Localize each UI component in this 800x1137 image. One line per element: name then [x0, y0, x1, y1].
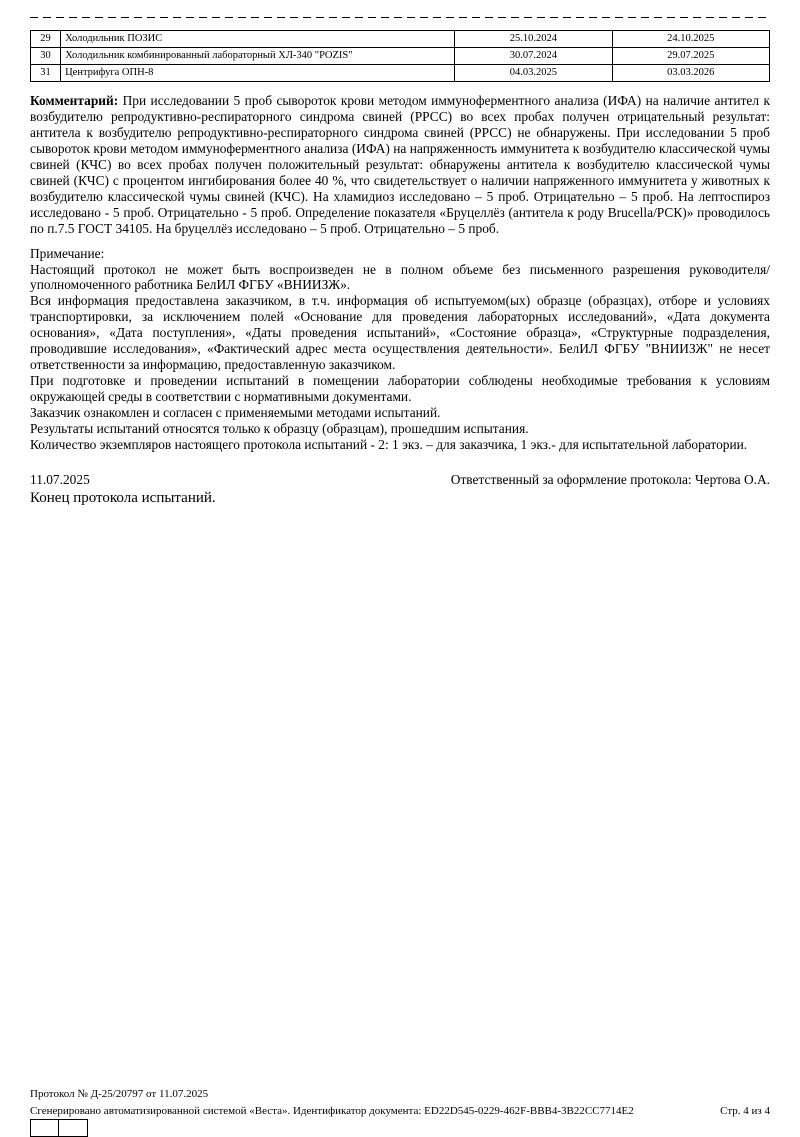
equipment-table [30, 30, 770, 82]
cell-date-to: 24.10.2025 [612, 31, 769, 48]
table-row [31, 48, 770, 65]
cell-date-from: 25.10.2024 [455, 31, 612, 48]
comment-label: Комментарий: [30, 93, 119, 108]
document-page [0, 0, 800, 507]
note-section [30, 246, 770, 453]
footer [30, 1086, 770, 1120]
signature-responsible: Ответственный за оформление протокола: Чертова О.А. [450, 471, 770, 487]
cell-row-number: 29 [31, 31, 61, 48]
cell-equipment-name: Центрифуга ОПН-8 [61, 65, 455, 82]
bottom-table-fragment-divider [31, 1120, 59, 1136]
signature-date: 11.07.2025 [30, 471, 90, 487]
bottom-table-fragment [30, 1119, 88, 1137]
cell-date-to: 29.07.2025 [612, 48, 769, 65]
note-paragraph-customer-agree: Заказчик ознакомлен и согласен с применяемыми методами испытаний. [30, 405, 441, 421]
table-row [31, 31, 770, 48]
footer-generated: Сгенерировано автоматизированной системой «Веста». Идентификатор документа: ED22D545-0229-462F-BBB4-3B22CC7714E2 [30, 1104, 634, 1117]
footer-protocol-number: Протокол № Д-25/20797 от 11.07.2025 [30, 1087, 209, 1100]
cell-equipment-name: Холодильник комбинированный лабораторный ХЛ-340 "POZIS" [61, 48, 455, 65]
signature-row [30, 472, 770, 488]
cell-equipment-name: Холодильник ПОЗИС [61, 31, 455, 48]
note-paragraph-lab-conditions: При подготовке и проведении испытаний в помещении лаборатории соблюдены необходимые требования к условиям окружающей среды в соответствии с нормативными документами. [30, 373, 770, 405]
top-dashed-line [30, 16, 770, 18]
comment-text: При исследовании 5 проб сывороток крови методом иммуноферментного анализа (ИФА) на наличие антител к возбудителю репродуктивно-респираторного синдрома свиней (РРСС) во всех пробах получен отрицательный результат: антитела к возбудителю репродуктивно-респираторного синдрома свиней (РРСС) не обнаружены. При исследовании 5 проб сывороток крови методом иммуноферментного анализа (ИФА) на напряженность иммунитета к возбудителю классической чумы свиней (КЧС) во всех пробах получен положительный результат: обнаружены антитела к возбудителю классической чумы свиней (КЧС) с процентом ингибирования более 40 %, что свидетельствует о наличии напряженного иммунитета у животных к возбудителю классической чумы свиней (КЧС). На хламидиоз исследовано – 5 проб. Отрицательно – 5 проб. На лептоспироз исследовано - 5 проб. Отрицательно - 5 проб. Определение показателя «Бруцеллёз (антитела к роду Brucella/РСК)» проводилось по п.7.5 ГОСТ 34105. На бруцеллёз исследовано – 5 проб. Отрицательно – 5 проб. [30, 93, 770, 236]
cell-date-from: 30.07.2024 [455, 48, 612, 65]
table-row [31, 65, 770, 82]
note-label: Примечание: [30, 245, 105, 261]
cell-date-to: 03.03.2026 [612, 65, 769, 82]
cell-row-number: 30 [31, 48, 61, 65]
note-paragraph-copies: Количество экземпляров настоящего протокола испытаний - 2: 1 экз. – для заказчика, 1 экз.- для испытательной лаборатории. [30, 437, 748, 453]
note-paragraph-reproduction: Настоящий протокол не может быть воспроизведен не в полном объеме без письменного разрешения руководителя/уполномоченного работника БелИЛ ФГБУ «ВНИИЗЖ». [30, 261, 770, 293]
cell-date-from: 04.03.2025 [455, 65, 612, 82]
comment-paragraph [30, 93, 770, 237]
note-paragraph-customer-info: Вся информация предоставлена заказчиком, в т.ч. информация об испытуемом(ых) образце (образцах), отборе и условиях транспортировки, за исключением полей «Основание для проведения лабораторных исследований», «Дата документа основания», «Дата поступления», «Даты проведения испытаний», «Состояние образца», «Структурные подразделения, проводившие исследования», «Фактический адрес места осуществления деятельности». БелИЛ ФГБУ "ВНИИЗЖ" не несет ответственности за информацию, предоставленную заказчиком. [30, 293, 770, 373]
footer-page-number: Стр. 4 из 4 [720, 1104, 770, 1117]
end-of-protocol: Конец протокола испытаний. [30, 489, 216, 506]
cell-row-number: 31 [31, 65, 61, 82]
note-paragraph-results-scope: Результаты испытаний относятся только к образцу (образцам), прошедшим испытания. [30, 421, 529, 437]
